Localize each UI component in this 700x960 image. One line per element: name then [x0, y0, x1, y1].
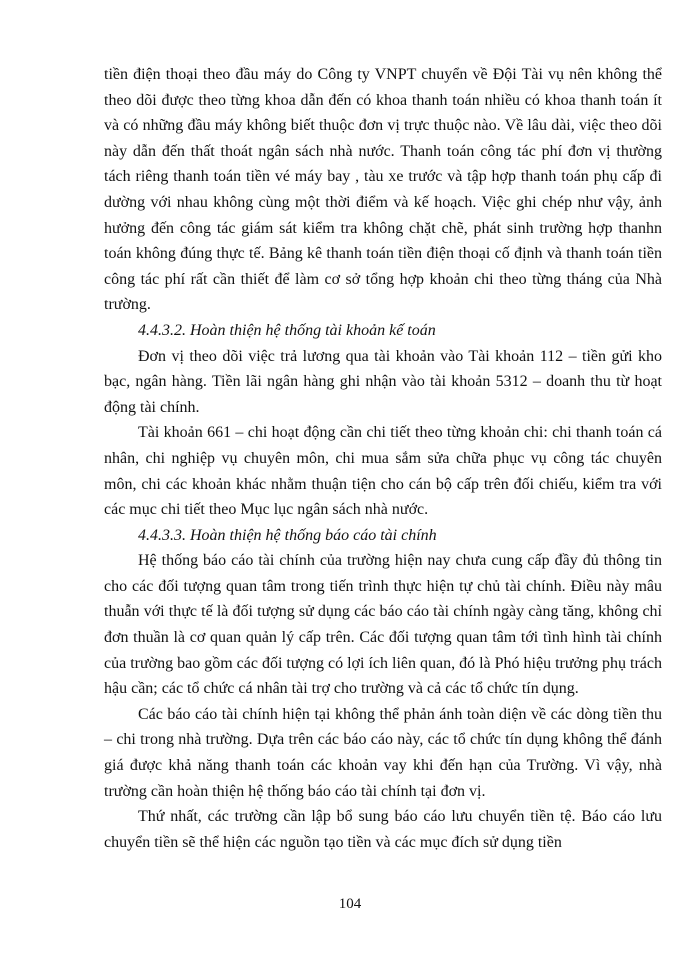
paragraph: Các báo cáo tài chính hiện tại không thể phản ánh toàn diện về các dòng tiền thu – chi trong nhà trường. Dựa trên các báo cáo này, các tổ chức tín dụng không thể đánh giá được khả năng thanh toán các khoản vay khi đến hạn của Trường. Vì vậy, nhà trường cần hoàn thiện hệ thống báo cáo tài chính tại đơn vị. — [104, 705, 662, 800]
paragraph: Đơn vị theo dõi việc trả lương qua tài khoản vào Tài khoản 112 – tiền gửi kho bạc, ngân hàng. Tiền lãi ngân hàng ghi nhận vào tài khoản 5312 – doanh thu từ hoạt động tài chính. — [104, 347, 662, 416]
body-text — [104, 62, 662, 855]
page-number: 104 — [338, 896, 362, 912]
paragraph: Hệ thống báo cáo tài chính của trường hiện nay chưa cung cấp đầy đủ thông tin cho các đối tượng quan tâm trong tiến trình thực hiện tự chủ tài chính. Điều này mâu thuẫn với thực tế là đối tượng sử dụng các báo cáo tài chính ngày càng tăng, không chỉ đơn thuần là cơ quan quản lý cấp trên. Các đối tượng quan tâm tới tình hình tài chính của trường bao gồm các đối tượng có lợi ích liên quan, đó là Phó hiệu trưởng phụ trách hậu cần; các tổ chức cá nhân tài trợ cho trường và cả các tổ chức tín dụng. — [104, 552, 662, 698]
paragraph: Thứ nhất, các trường cần lập bổ sung báo cáo lưu chuyển tiền tệ. Báo cáo lưu chuyển tiền sẽ thể hiện các nguồn tạo tiền và các mục đích sử dụng tiền — [104, 808, 662, 851]
section-heading-4-4-3-3: 4.4.3.3. Hoàn thiện hệ thống báo cáo tài chính — [138, 526, 437, 544]
section-heading-4-4-3-2: 4.4.3.2. Hoàn thiện hệ thống tài khoản kế toán — [138, 321, 436, 339]
paragraph: tiền điện thoại theo đầu máy do Công ty VNPT chuyển về Đội Tài vụ nên không thể theo dõi được theo từng khoa dẫn đến có khoa thanh toán nhiều có khoa thanh toán ít và có những đầu máy không biết thuộc đơn vị trực thuộc nào. Về lâu dài, việc theo dõi này dẫn đến thất thoát ngân sách nhà nước. Thanh toán công tác phí đơn vị thường tách riêng thanh toán tiền vé máy bay , tàu xe trước và tập hợp thanh toán phụ cấp đi dường với nhau không cùng một thời điểm và kế hoạch. Việc ghi chép như vậy, ảnh hưởng đến công tác giám sát kiểm tra không chặt chẽ, phát sinh trường hợp thanhn toán không đúng thực tế. Bảng kê thanh toán tiền điện thoại cố định và thanh toán tiền công tác phí rất cần thiết để làm cơ sở tổng hợp khoản chi theo từng tháng của Nhà trường. — [104, 66, 662, 314]
paragraph: Tài khoản 661 – chi hoạt động cần chi tiết theo từng khoản chi: chi thanh toán cá nhân, chi nghiệp vụ chuyên môn, chi mua sắm sửa chữa phục vụ công tác chuyên môn, chi các khoản khác nhằm thuận tiện cho cán bộ cấp trên đối chiếu, kiểm tra với các mục chi tiết theo Mục lục ngân sách nhà nước. — [104, 424, 662, 519]
